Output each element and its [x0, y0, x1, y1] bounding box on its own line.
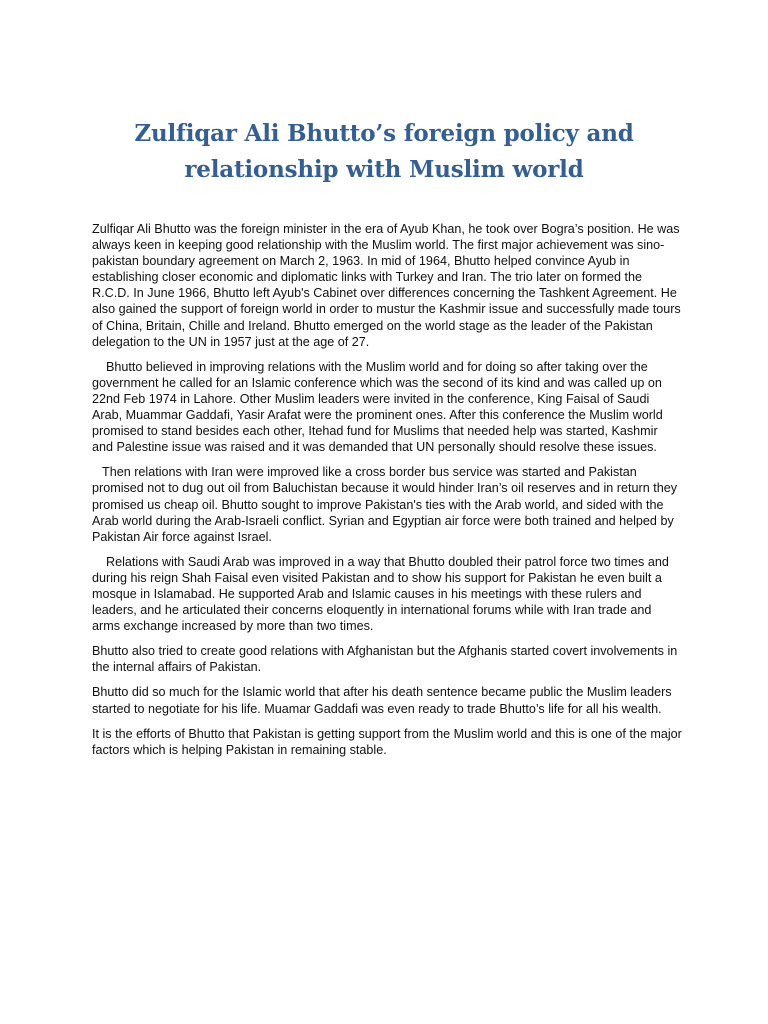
- paragraph-afghanistan: Bhutto also tried to create good relations with Afghanistan but the Afghanis started covert involvements in the internal affairs of Pakistan.: [92, 644, 678, 675]
- paragraph-conclusion: It is the efforts of Bhutto that Pakistan is getting support from the Muslim world and this is one of the major factors which is helping Pakistan in remaining stable.: [92, 726, 682, 757]
- paragraph-death-sentence: Bhutto did so much for the Islamic world that after his death sentence became public the Muslim leaders started to negotiate for his life. Muamar Gaddafi was even ready to trade Bhutto’s life for all his wealth.: [92, 685, 672, 716]
- paragraph-iran-relations: Then relations with Iran were improved like a cross border bus service was started and Pakistan promised not to dug out oil from Baluchistan because it would hinder Iran’s oil reserves and in return they promised us cheap oil. Bhutto sought to improve Pakistan's ties with the Arab world, and sided with the Arab world during the Arab-Israeli conflict. Syrian and Egyptian air force were both trained and helped by Pakistan Air force against Israel.: [92, 465, 678, 544]
- paragraph-saudi-relations: Relations with Saudi Arab was improved in a way that Bhutto doubled their patrol force two times and during his reign Shah Faisal even visited Pakistan and to show his support for Pakistan he even built a mosque in Islamabad. He supported Arab and Islamic causes in his meetings with these rulers and leaders, and he articulated their concerns eloquently in international forums while with Iran trade and arms exchange increased by more than two times.: [92, 554, 669, 634]
- document-title: Zulfiqar Ali Bhutto’s foreign policy and relationship with Muslim world: [134, 120, 634, 183]
- document-body: [92, 221, 682, 767]
- paragraph-islamic-conference: Bhutto believed in improving relations with the Muslim world and for doing so after taking over the government he called for an Islamic conference which was the second of its kind and was called up on 22nd Feb 1974 in Lahore. Other Muslim leaders were invited in the conference, King Faisal of Saudi Arab, Muammar Gaddafi, Yasir Arafat were the prominent ones. After this conference the Muslim world promised to stand besides each other, Itehad fund for Muslims that needed help was started, Kashmir and Palestine issue was raised and it was demanded that UN personally should resolve these issues.: [92, 359, 663, 455]
- paragraph-foreign-minister: Zulfiqar Ali Bhutto was the foreign minister in the era of Ayub Khan, he took over Bogra’s position. He was always keen in keeping good relationship with the Muslim world. The first major achievement was sino-pakistan boundary agreement on March 2, 1963. In mid of 1964, Bhutto helped convince Ayub in establishing closer economic and diplomatic links with Turkey and Iran. The trio later on formed the R.C.D. In June 1966, Bhutto left Ayub's Cabinet over differences concerning the Tashkent Agreement. He also gained the support of foreign world in order to mustur the Kashmir issue and successfully made tours of China, Britain, Chille and Ireland. Bhutto emerged on the world stage as the leader of the Pakistan delegation to the UN in 1957 just at the age of 27.: [92, 222, 681, 349]
